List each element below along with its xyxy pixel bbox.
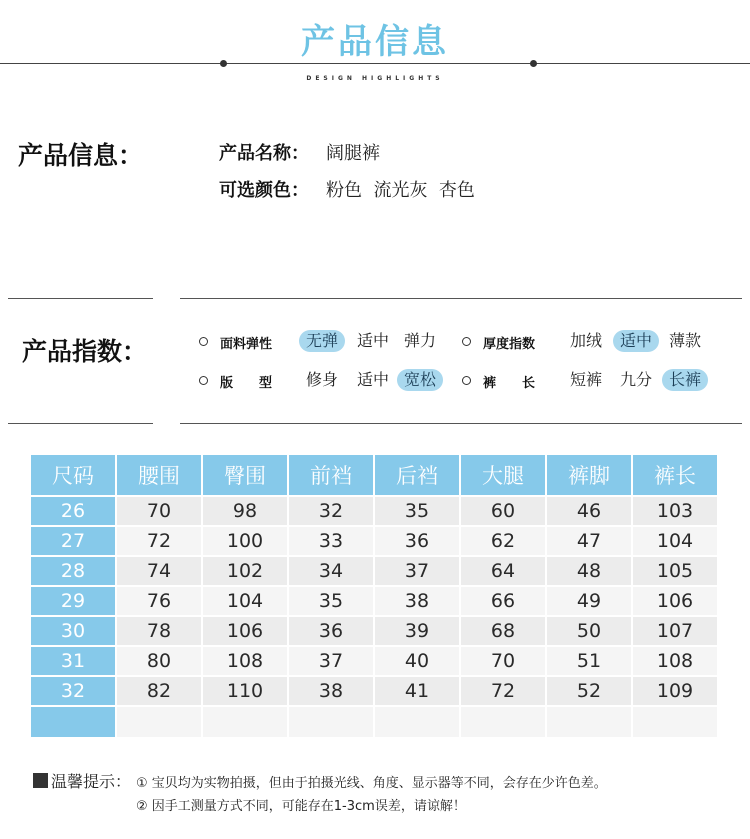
table-row <box>30 676 718 706</box>
table-cell: 66 <box>460 586 546 616</box>
table-cell: 64 <box>460 556 546 586</box>
product-info-label: 产品信息： <box>18 141 144 170</box>
index-key-length: 裤 长 <box>483 376 536 391</box>
divider-dot-right <box>530 60 537 67</box>
bullet-circle-icon <box>199 376 208 385</box>
table-cell: 29 <box>30 586 116 616</box>
table-cell: 40 <box>374 646 460 676</box>
table-cell: 32 <box>288 496 374 526</box>
header-subtitle: DESIGN HIGHLIGHTS <box>306 75 444 82</box>
square-bullet-icon <box>33 773 48 788</box>
header-hip: 臀围 <box>202 454 288 496</box>
table-cell-empty <box>288 706 374 738</box>
table-cell: 102 <box>202 556 288 586</box>
table-cell-empty <box>374 706 460 738</box>
header-back-rise: 后裆 <box>374 454 460 496</box>
table-cell: 108 <box>202 646 288 676</box>
table-cell: 32 <box>30 676 116 706</box>
header-leg-opening: 裤脚 <box>546 454 632 496</box>
index-key-elasticity: 面料弹性 <box>220 337 273 352</box>
tip-line-2: ② 因手工测量方式不同，可能存在1-3cm误差，请谅解！ <box>136 799 466 814</box>
table-cell: 48 <box>546 556 632 586</box>
table-cell: 109 <box>632 676 718 706</box>
table-cell: 34 <box>288 556 374 586</box>
table-cell: 30 <box>30 616 116 646</box>
table-row <box>30 646 718 676</box>
table-row <box>30 616 718 646</box>
option-thickness-fleece: 加绒 <box>570 331 603 350</box>
table-cell: 38 <box>374 586 460 616</box>
table-cell-empty <box>202 706 288 738</box>
divider-dot-left <box>220 60 227 67</box>
table-cell: 49 <box>546 586 632 616</box>
table-cell: 33 <box>288 526 374 556</box>
table-cell: 41 <box>374 676 460 706</box>
table-cell-empty <box>30 706 116 738</box>
bullet-circle-icon <box>199 337 208 346</box>
table-cell: 82 <box>116 676 202 706</box>
table-cell: 62 <box>460 526 546 556</box>
table-row <box>30 496 718 526</box>
table-cell: 35 <box>374 496 460 526</box>
option-thickness-thin: 薄款 <box>669 331 702 350</box>
table-cell: 70 <box>460 646 546 676</box>
table-row <box>30 586 718 616</box>
table-cell: 46 <box>546 496 632 526</box>
option-length-shorts: 短裤 <box>570 370 603 389</box>
table-cell: 104 <box>202 586 288 616</box>
table-cell: 72 <box>460 676 546 706</box>
option-elasticity-medium: 适中 <box>357 331 390 350</box>
table-cell: 107 <box>632 616 718 646</box>
option-length-full: 长裤 <box>662 369 708 391</box>
tips-label: 温馨提示： <box>51 772 132 791</box>
table-cell-empty <box>546 706 632 738</box>
table-cell: 52 <box>546 676 632 706</box>
table-cell: 50 <box>546 616 632 646</box>
page-title: 产品信息 <box>301 22 449 62</box>
header-divider <box>0 63 750 64</box>
option-fit-loose: 宽松 <box>397 369 443 391</box>
option-elasticity-none: 无弹 <box>299 330 345 352</box>
table-cell: 106 <box>202 616 288 646</box>
header-front-rise: 前裆 <box>288 454 374 496</box>
table-cell: 105 <box>632 556 718 586</box>
index-key-thickness: 厚度指数 <box>483 337 536 352</box>
size-table <box>29 453 719 739</box>
table-cell: 110 <box>202 676 288 706</box>
option-length-cropped: 九分 <box>620 370 653 389</box>
option-fit-regular: 适中 <box>357 370 390 389</box>
header-length: 裤长 <box>632 454 718 496</box>
table-cell: 70 <box>116 496 202 526</box>
table-row-empty <box>30 706 718 738</box>
header-waist: 腰围 <box>116 454 202 496</box>
table-cell: 74 <box>116 556 202 586</box>
table-cell: 38 <box>288 676 374 706</box>
table-header-row <box>30 454 718 496</box>
table-cell: 68 <box>460 616 546 646</box>
separator-right-bottom <box>180 423 742 424</box>
table-cell-empty <box>116 706 202 738</box>
table-cell: 76 <box>116 586 202 616</box>
table-row <box>30 556 718 586</box>
bullet-circle-icon <box>462 337 471 346</box>
table-cell: 100 <box>202 526 288 556</box>
table-cell: 78 <box>116 616 202 646</box>
separator-right-top <box>180 298 742 299</box>
separator-left-top <box>8 298 153 299</box>
table-cell: 108 <box>632 646 718 676</box>
table-cell: 72 <box>116 526 202 556</box>
table-cell: 35 <box>288 586 374 616</box>
table-cell: 104 <box>632 526 718 556</box>
option-thickness-medium: 适中 <box>613 330 659 352</box>
option-elasticity-stretch: 弹力 <box>404 331 437 350</box>
table-cell: 37 <box>374 556 460 586</box>
table-cell-empty <box>632 706 718 738</box>
table-cell: 37 <box>288 646 374 676</box>
header-size: 尺码 <box>30 454 116 496</box>
table-cell: 51 <box>546 646 632 676</box>
color-options-value: 粉色 流光灰 杏色 <box>326 180 475 201</box>
separator-left-bottom <box>8 423 153 424</box>
table-cell-empty <box>460 706 546 738</box>
table-cell: 60 <box>460 496 546 526</box>
header-thigh: 大腿 <box>460 454 546 496</box>
table-cell: 26 <box>30 496 116 526</box>
tip-line-1: ① 宝贝均为实物拍摄，但由于拍摄光线、角度、显示器等不同，会存在少许色差。 <box>136 776 607 791</box>
table-cell: 106 <box>632 586 718 616</box>
table-cell: 103 <box>632 496 718 526</box>
bullet-circle-icon <box>462 376 471 385</box>
color-options-key: 可选颜色： <box>219 180 309 201</box>
table-cell: 28 <box>30 556 116 586</box>
table-cell: 27 <box>30 526 116 556</box>
product-index-label: 产品指数： <box>22 337 148 366</box>
product-name-key: 产品名称： <box>219 143 309 164</box>
table-row <box>30 526 718 556</box>
table-cell: 31 <box>30 646 116 676</box>
product-name-value: 阔腿裤 <box>326 143 380 164</box>
table-cell: 47 <box>546 526 632 556</box>
option-fit-slim: 修身 <box>306 370 339 389</box>
table-cell: 39 <box>374 616 460 646</box>
table-cell: 36 <box>288 616 374 646</box>
table-cell: 98 <box>202 496 288 526</box>
index-key-fit: 版 型 <box>220 376 273 391</box>
table-cell: 36 <box>374 526 460 556</box>
table-cell: 80 <box>116 646 202 676</box>
